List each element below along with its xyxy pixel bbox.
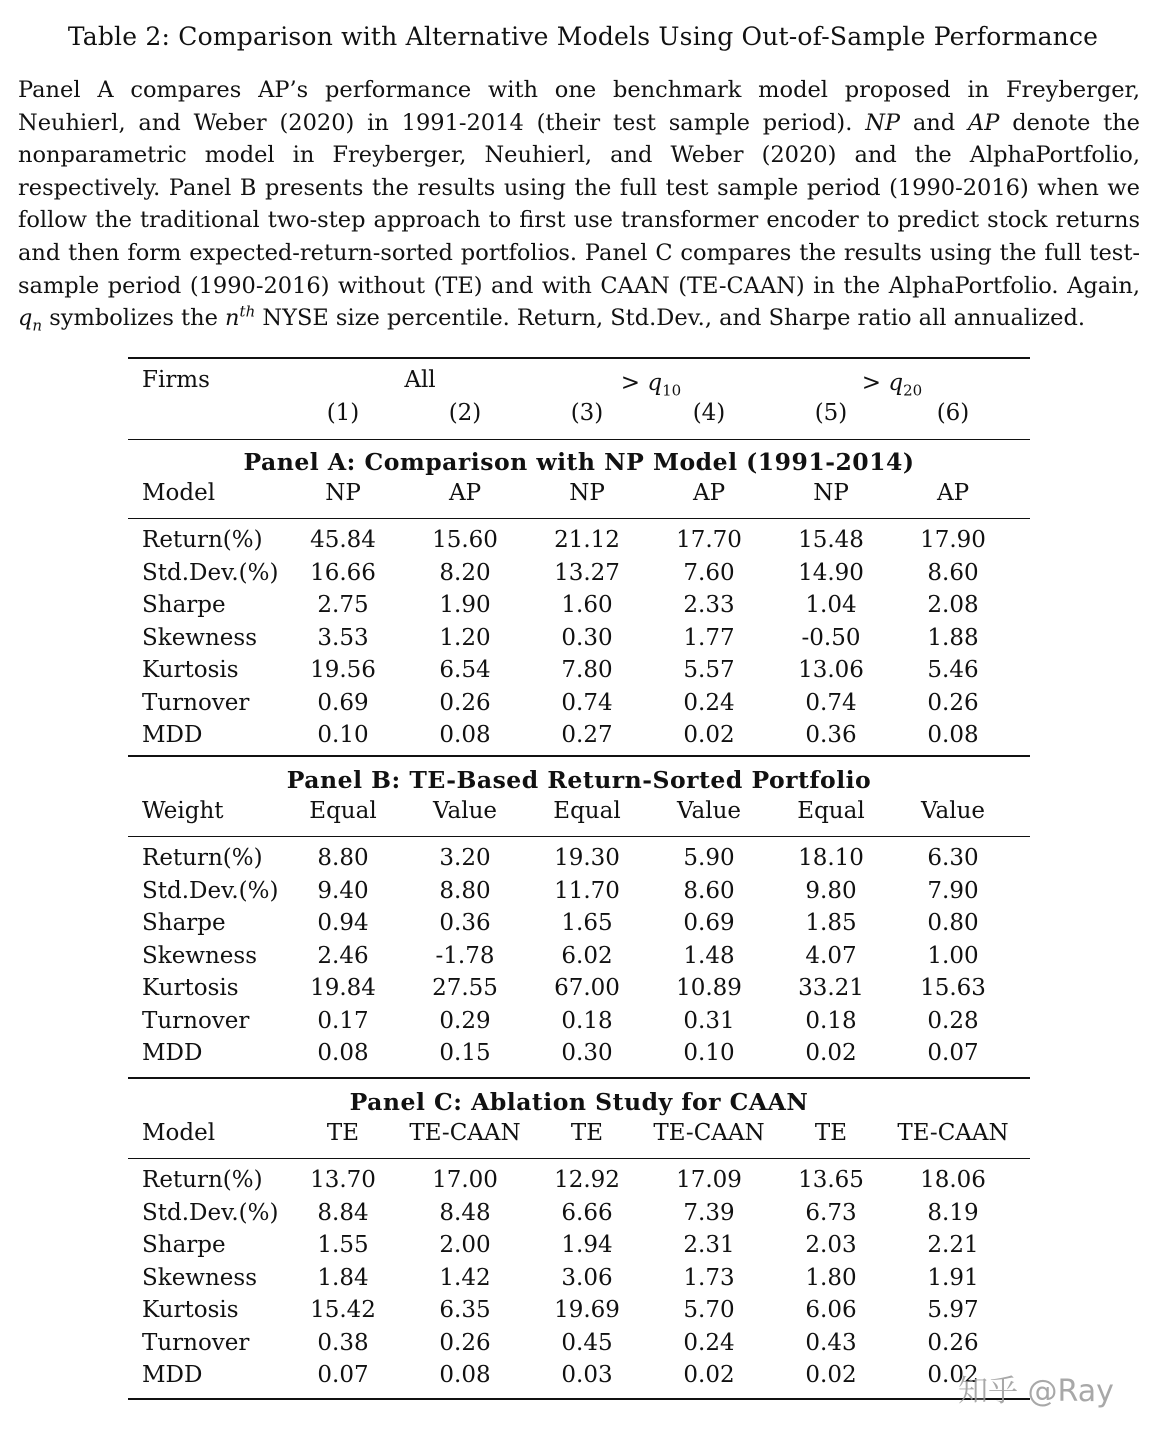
table-cell: 17.70 (676, 527, 742, 553)
row-label: Return(%) (142, 845, 263, 871)
table-row (128, 527, 1030, 560)
table-cell: 19.56 (310, 657, 376, 683)
table-description (18, 74, 1140, 335)
table-cell: 0.10 (317, 722, 369, 748)
table-row (128, 910, 1030, 943)
subheader-label: Model (142, 480, 216, 506)
table-cell: 15.42 (310, 1297, 376, 1323)
q10-sub: 10 (662, 381, 682, 400)
table-cell: 1.73 (683, 1264, 735, 1291)
table-cell: 0.08 (439, 722, 491, 748)
table-cell: 0.26 (927, 1329, 979, 1356)
table-cell: 0.30 (561, 624, 613, 651)
table-cell: 67.00 (554, 975, 620, 1001)
table-cell: 12.92 (554, 1167, 620, 1193)
table-cell: 27.55 (432, 975, 498, 1001)
table-cell: 0.26 (439, 1329, 491, 1356)
panel-separator-rule (128, 1077, 1030, 1079)
table-cell: 0.36 (439, 910, 491, 936)
table-cell: 3.20 (439, 845, 491, 871)
subheader-label: Model (142, 1120, 216, 1146)
table-cell: 0.69 (317, 689, 369, 716)
table-cell: 5.70 (683, 1297, 735, 1323)
table-cell: 17.09 (676, 1167, 742, 1193)
table-cell: 0.24 (683, 1329, 735, 1356)
q20-var: q (888, 370, 904, 396)
table-row (128, 1362, 1030, 1395)
subheader-cell: Value (433, 798, 497, 824)
col-number: (5) (814, 400, 848, 426)
table-cell: 0.43 (805, 1329, 857, 1356)
ap-symbol: AP (967, 109, 1000, 136)
header-group-row (128, 367, 1030, 400)
table-cell: 17.90 (920, 527, 986, 553)
table-cell: 9.80 (805, 877, 857, 904)
qn-symbol (18, 305, 43, 335)
qn-base: q (18, 305, 33, 332)
col-number: (6) (936, 400, 970, 426)
table-cell: 0.69 (683, 910, 735, 936)
table-cell: 6.02 (561, 942, 613, 969)
table-cell: 0.10 (683, 1040, 735, 1066)
subheader-cell: TE-CAAN (653, 1120, 765, 1146)
table-cell: 2.03 (805, 1232, 857, 1258)
subheader-cell: NP (813, 480, 849, 506)
row-label: Turnover (142, 689, 250, 716)
row-label: Skewness (142, 624, 258, 651)
table-cell: 8.19 (927, 1199, 979, 1226)
table-cell: 0.29 (439, 1007, 491, 1034)
table-cell: 0.07 (927, 1040, 979, 1066)
table-cell: 0.27 (561, 722, 613, 748)
bottom-rule (128, 1398, 1030, 1400)
table-row (128, 845, 1030, 878)
table-cell: 8.80 (439, 877, 491, 904)
table-cell: 0.24 (683, 689, 735, 716)
table-cell: 0.94 (317, 910, 369, 936)
table-cell: 8.84 (317, 1199, 369, 1226)
np-symbol: NP (865, 109, 901, 136)
table-cell: 0.18 (805, 1007, 857, 1034)
table-cell: 0.02 (805, 1040, 857, 1066)
table-cell: 16.66 (310, 559, 376, 586)
row-label: Turnover (142, 1007, 250, 1034)
table-cell: 1.20 (439, 624, 491, 651)
row-label: Return(%) (142, 527, 263, 553)
subheader-cell: TE (570, 1120, 604, 1146)
table-cell: 5.97 (927, 1297, 979, 1323)
table-cell: 6.06 (805, 1297, 857, 1323)
table-cell: 5.46 (927, 657, 979, 683)
row-label: Sharpe (142, 910, 226, 936)
row-label: Kurtosis (142, 975, 239, 1001)
col-number: (2) (448, 400, 482, 426)
table-cell: 0.31 (683, 1007, 735, 1034)
row-label: Skewness (142, 942, 258, 969)
table-cell: 8.60 (683, 877, 735, 904)
table-cell: 0.38 (317, 1329, 369, 1356)
table-cell: 0.07 (317, 1362, 369, 1388)
row-label: MDD (142, 722, 203, 748)
table-cell: 13.65 (798, 1167, 864, 1193)
subheader-cell: TE (814, 1120, 848, 1146)
table-cell: 0.02 (683, 722, 735, 748)
header-rule (128, 439, 1030, 440)
table-cell: 7.80 (561, 657, 613, 683)
group-all-label: All (404, 367, 436, 393)
table-cell: 1.04 (805, 592, 857, 618)
row-label: Turnover (142, 1329, 250, 1356)
firms-label: Firms (142, 367, 210, 393)
col-number: (4) (692, 400, 726, 426)
table-cell: 0.80 (927, 910, 979, 936)
table-cell: 0.08 (439, 1362, 491, 1388)
table-row (128, 1232, 1030, 1265)
table-cell: 19.69 (554, 1297, 620, 1323)
table-cell: 0.28 (927, 1007, 979, 1034)
group-q20-label (862, 370, 922, 400)
table-cell: 0.17 (317, 1007, 369, 1034)
table-cell: 13.06 (798, 657, 864, 683)
table-cell: 1.00 (927, 942, 979, 969)
subheader-cell: NP (325, 480, 361, 506)
table-cell: 6.30 (927, 845, 979, 871)
table-cell: 11.70 (554, 877, 620, 904)
table-cell: 2.46 (317, 942, 369, 969)
table-row (128, 1167, 1030, 1200)
table-cell: 0.74 (561, 689, 613, 716)
table-cell: 1.80 (805, 1264, 857, 1291)
table-cell: 13.27 (554, 559, 620, 586)
q20-sub: 20 (903, 381, 923, 400)
table-cell: 7.60 (683, 559, 735, 586)
table-caption: Table 2: Comparison with Alternative Models Using Out-of-Sample Performance (67, 22, 1099, 51)
table-cell: 0.26 (927, 689, 979, 716)
table-cell: 1.91 (927, 1264, 979, 1291)
table-cell: 0.02 (805, 1362, 857, 1388)
column-number-row (128, 400, 1030, 433)
table-row (128, 1008, 1030, 1041)
panel-subheader-row (128, 798, 1030, 831)
row-label: Sharpe (142, 1232, 226, 1258)
watermark: 知乎 @Ray (958, 1374, 1114, 1409)
panel-subheader-rule (128, 1158, 1030, 1159)
panel-title: Panel C: Ablation Study for CAAN (349, 1088, 809, 1116)
table-cell: 1.88 (927, 624, 979, 651)
row-label: MDD (142, 1362, 203, 1388)
row-label: Sharpe (142, 592, 226, 618)
table-cell: 8.48 (439, 1199, 491, 1226)
subheader-cell: TE-CAAN (897, 1120, 1009, 1146)
desc-part: and (900, 109, 968, 136)
table-cell: 15.63 (920, 975, 986, 1001)
table-cell: 6.54 (439, 657, 491, 683)
table-cell: 0.74 (805, 689, 857, 716)
table-cell: 2.75 (317, 592, 369, 618)
table-row (128, 943, 1030, 976)
table-cell: 2.31 (683, 1232, 735, 1258)
table-cell: 5.90 (683, 845, 735, 871)
table-cell: 1.60 (561, 592, 613, 618)
table-row (128, 722, 1030, 755)
table-cell: 0.08 (317, 1040, 369, 1066)
table-cell: 15.48 (798, 527, 864, 553)
table-cell: 1.90 (439, 592, 491, 618)
subheader-cell: AP (448, 480, 482, 506)
table-cell: 7.90 (927, 877, 979, 904)
table-row (128, 560, 1030, 593)
desc-part: Panel A compares AP’s performance with one benchmark model proposed in Freyberger, Neuhierl, and Weber (2020) in 1991-2014 (their test sample period). (18, 77, 1140, 136)
row-label: Std.Dev.(%) (142, 559, 279, 586)
table-cell: 0.18 (561, 1007, 613, 1034)
table-cell: 3.06 (561, 1264, 613, 1291)
table-cell: 2.08 (927, 592, 979, 618)
table-cell: 15.60 (432, 527, 498, 553)
row-label: MDD (142, 1040, 203, 1066)
subheader-cell: TE (326, 1120, 360, 1146)
table-cell: 8.20 (439, 559, 491, 586)
table-cell: 3.53 (317, 624, 369, 651)
table-cell: 18.06 (920, 1167, 986, 1193)
table-cell: 0.36 (805, 722, 857, 748)
panel-subheader-row (128, 1120, 1030, 1153)
table-row (128, 690, 1030, 723)
table-cell: 0.30 (561, 1040, 613, 1066)
subheader-cell: Value (677, 798, 741, 824)
table-cell: 0.02 (927, 1362, 979, 1388)
table-cell: 8.80 (317, 845, 369, 871)
table-row (128, 1040, 1030, 1073)
table-cell: 2.00 (439, 1232, 491, 1258)
table-cell: 0.08 (927, 722, 979, 748)
table-row (128, 975, 1030, 1008)
table-cell: 0.26 (439, 689, 491, 716)
table-cell: 17.00 (432, 1167, 498, 1193)
table-cell: 1.85 (805, 910, 857, 936)
nth-superscript: th (239, 302, 256, 321)
subheader-cell: AP (936, 480, 970, 506)
table-cell: 2.21 (927, 1232, 979, 1258)
nth-base: n (225, 305, 240, 332)
table-cell: 0.02 (683, 1362, 735, 1388)
table-cell: 19.84 (310, 975, 376, 1001)
q10-prefix: > (620, 370, 648, 396)
table-cell: 1.94 (561, 1232, 613, 1258)
table-cell: 45.84 (310, 527, 376, 553)
row-label: Std.Dev.(%) (142, 1199, 279, 1226)
subheader-cell: Equal (553, 798, 621, 824)
table-cell: 6.73 (805, 1199, 857, 1226)
table-cell: 13.70 (310, 1167, 376, 1193)
table-cell: 1.42 (439, 1264, 491, 1291)
table-row (128, 1265, 1030, 1298)
table-cell: 6.35 (439, 1297, 491, 1323)
table-cell: 33.21 (798, 975, 864, 1001)
table-row (128, 1330, 1030, 1363)
table-cell: -0.50 (801, 624, 861, 651)
panel-subheader-rule (128, 518, 1030, 519)
panel-title: Panel A: Comparison with NP Model (1991-2014) (243, 448, 915, 476)
row-label: Std.Dev.(%) (142, 877, 279, 904)
table-cell: 1.55 (317, 1232, 369, 1258)
qn-subscript: n (32, 316, 43, 335)
subheader-cell: TE-CAAN (409, 1120, 521, 1146)
table-cell: -1.78 (435, 942, 495, 969)
row-label: Return(%) (142, 1167, 263, 1193)
table-cell: 1.84 (317, 1264, 369, 1291)
panel-title: Panel B: TE-Based Return-Sorted Portfolio (286, 766, 872, 794)
panel-separator-rule (128, 755, 1030, 757)
subheader-label: Weight (142, 798, 224, 824)
col-number: (1) (326, 400, 360, 426)
table-cell: 0.45 (561, 1329, 613, 1356)
table-row (128, 657, 1030, 690)
desc-part: NYSE size percentile. Return, Std.Dev., and Sharpe ratio all annualized. (255, 305, 1086, 332)
table-cell: 8.60 (927, 559, 979, 586)
top-rule (128, 357, 1030, 359)
panel-subheader-row (128, 480, 1030, 513)
row-label: Skewness (142, 1264, 258, 1291)
table-cell: 7.39 (683, 1199, 735, 1226)
table-row (128, 878, 1030, 911)
table-cell: 0.03 (561, 1362, 613, 1388)
table-row (128, 1200, 1030, 1233)
row-label: Kurtosis (142, 657, 239, 683)
subheader-cell: AP (692, 480, 726, 506)
table-cell: 2.33 (683, 592, 735, 618)
q20-prefix: > (861, 370, 889, 396)
subheader-cell: Equal (797, 798, 865, 824)
group-q10-label (621, 370, 681, 400)
table-cell: 19.30 (554, 845, 620, 871)
subheader-cell: NP (569, 480, 605, 506)
table-cell: 14.90 (798, 559, 864, 586)
desc-part: denote the nonparametric model in Freyberger, Neuhierl, and Weber (2020) and the AlphaPortfolio, respectively. Panel B presents the results using the full test sample period (1990-2016) when we follow the traditional two-step approach to first use transformer encoder to predict stock returns and then form expected-return-sorted portfolios. Panel C compares the results using the full test-sample period (1990-2016) without (TE) and with CAAN (TE-CAAN) in the AlphaPortfolio. Again, (18, 109, 1140, 299)
table-cell: 21.12 (554, 527, 620, 553)
table-cell: 1.65 (561, 910, 613, 936)
row-label: Kurtosis (142, 1297, 239, 1323)
desc-part: symbolizes the (42, 305, 226, 332)
table-cell: 4.07 (805, 942, 857, 969)
table-cell: 1.77 (683, 624, 735, 651)
subheader-cell: Equal (309, 798, 377, 824)
panel-subheader-rule (128, 836, 1030, 837)
table-cell: 9.40 (317, 877, 369, 904)
table-cell: 10.89 (676, 975, 742, 1001)
table-cell: 6.66 (561, 1199, 613, 1226)
q10-var: q (647, 370, 663, 396)
table-row (128, 625, 1030, 658)
table-cell: 18.10 (798, 845, 864, 871)
table-row (128, 592, 1030, 625)
table-cell: 0.15 (439, 1040, 491, 1066)
table-cell: 5.57 (683, 657, 735, 683)
nth-symbol (225, 302, 256, 332)
table-row (128, 1297, 1030, 1330)
subheader-cell: Value (921, 798, 985, 824)
table-cell: 1.48 (683, 942, 735, 969)
col-number: (3) (570, 400, 604, 426)
